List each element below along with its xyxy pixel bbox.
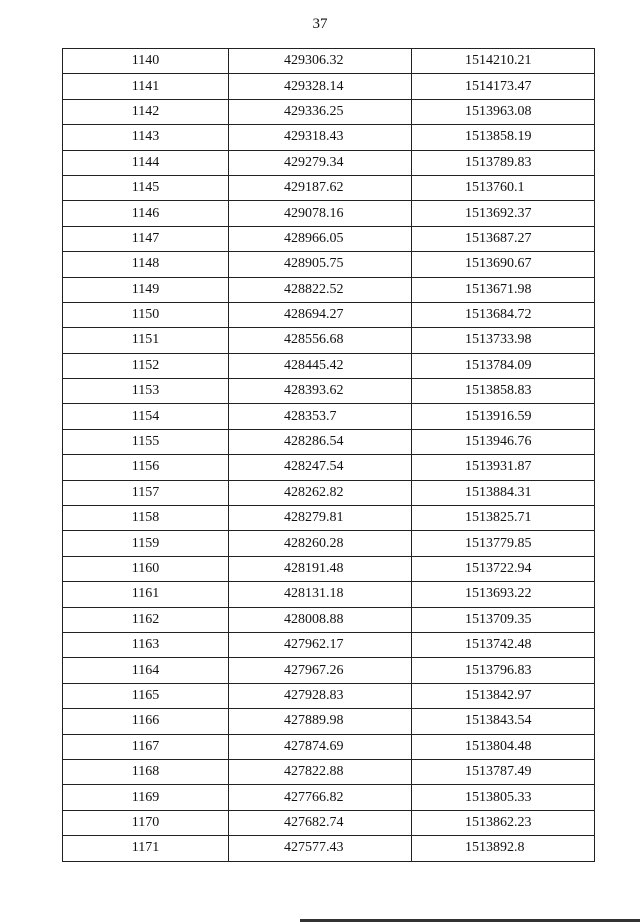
y-coordinate-cell: 1513789.83 — [412, 150, 595, 175]
y-coordinate-cell: 1513722.94 — [412, 556, 595, 581]
x-coordinate-cell: 428966.05 — [229, 226, 412, 251]
y-coordinate-cell: 1513946.76 — [412, 429, 595, 454]
point-number-cell: 1171 — [63, 836, 229, 861]
point-number-cell: 1141 — [63, 74, 229, 99]
point-number-cell: 1154 — [63, 404, 229, 429]
point-number-cell: 1160 — [63, 556, 229, 581]
table-row — [63, 658, 595, 683]
point-number-cell: 1167 — [63, 734, 229, 759]
x-coordinate-cell: 427962.17 — [229, 632, 412, 657]
x-coordinate-cell: 428286.54 — [229, 429, 412, 454]
y-coordinate-cell: 1513692.37 — [412, 201, 595, 226]
x-coordinate-cell: 428008.88 — [229, 607, 412, 632]
table-row — [63, 328, 595, 353]
point-number-cell: 1169 — [63, 785, 229, 810]
y-coordinate-cell: 1513862.23 — [412, 810, 595, 835]
x-coordinate-cell: 428905.75 — [229, 252, 412, 277]
x-coordinate-cell: 428191.48 — [229, 556, 412, 581]
y-coordinate-cell: 1513804.48 — [412, 734, 595, 759]
y-coordinate-cell: 1513760.1 — [412, 175, 595, 200]
table-row — [63, 125, 595, 150]
point-number-cell: 1148 — [63, 252, 229, 277]
x-coordinate-cell: 427874.69 — [229, 734, 412, 759]
table-row — [63, 582, 595, 607]
table-row — [63, 836, 595, 861]
y-coordinate-cell: 1513884.31 — [412, 480, 595, 505]
y-coordinate-cell: 1513733.98 — [412, 328, 595, 353]
y-coordinate-cell: 1513916.59 — [412, 404, 595, 429]
y-coordinate-cell: 1513858.19 — [412, 125, 595, 150]
point-number-cell: 1142 — [63, 99, 229, 124]
x-coordinate-cell: 427889.98 — [229, 709, 412, 734]
point-number-cell: 1152 — [63, 353, 229, 378]
table-row — [63, 785, 595, 810]
table-row — [63, 759, 595, 784]
y-coordinate-cell: 1513858.83 — [412, 379, 595, 404]
point-number-cell: 1151 — [63, 328, 229, 353]
point-number-cell: 1150 — [63, 302, 229, 327]
point-number-cell: 1168 — [63, 759, 229, 784]
y-coordinate-cell: 1513825.71 — [412, 506, 595, 531]
table-row — [63, 556, 595, 581]
table-row — [63, 683, 595, 708]
point-number-cell: 1155 — [63, 429, 229, 454]
table-row — [63, 353, 595, 378]
x-coordinate-cell: 429336.25 — [229, 99, 412, 124]
point-number-cell: 1153 — [63, 379, 229, 404]
y-coordinate-cell: 1514210.21 — [412, 49, 595, 74]
table-row — [63, 531, 595, 556]
x-coordinate-cell: 429078.16 — [229, 201, 412, 226]
y-coordinate-cell: 1513843.54 — [412, 709, 595, 734]
x-coordinate-cell: 429328.14 — [229, 74, 412, 99]
point-number-cell: 1162 — [63, 607, 229, 632]
y-coordinate-cell: 1513687.27 — [412, 226, 595, 251]
coordinates-table-body — [63, 49, 595, 862]
x-coordinate-cell: 428445.42 — [229, 353, 412, 378]
y-coordinate-cell: 1513963.08 — [412, 99, 595, 124]
y-coordinate-cell: 1513796.83 — [412, 658, 595, 683]
x-coordinate-cell: 427577.43 — [229, 836, 412, 861]
point-number-cell: 1140 — [63, 49, 229, 74]
table-row — [63, 632, 595, 657]
point-number-cell: 1163 — [63, 632, 229, 657]
y-coordinate-cell: 1513693.22 — [412, 582, 595, 607]
y-coordinate-cell: 1513684.72 — [412, 302, 595, 327]
table-row — [63, 150, 595, 175]
x-coordinate-cell: 428260.28 — [229, 531, 412, 556]
point-number-cell: 1147 — [63, 226, 229, 251]
y-coordinate-cell: 1513671.98 — [412, 277, 595, 302]
table-row — [63, 252, 595, 277]
table-row — [63, 226, 595, 251]
y-coordinate-cell: 1513709.35 — [412, 607, 595, 632]
coordinates-table — [62, 48, 595, 862]
x-coordinate-cell: 429279.34 — [229, 150, 412, 175]
x-coordinate-cell: 428353.7 — [229, 404, 412, 429]
x-coordinate-cell: 429306.32 — [229, 49, 412, 74]
point-number-cell: 1170 — [63, 810, 229, 835]
point-number-cell: 1159 — [63, 531, 229, 556]
table-row — [63, 302, 595, 327]
table-row — [63, 277, 595, 302]
y-coordinate-cell: 1513892.8 — [412, 836, 595, 861]
table-row — [63, 810, 595, 835]
table-row — [63, 74, 595, 99]
table-row — [63, 455, 595, 480]
point-number-cell: 1158 — [63, 506, 229, 531]
point-number-cell: 1143 — [63, 125, 229, 150]
x-coordinate-cell: 428131.18 — [229, 582, 412, 607]
x-coordinate-cell: 427682.74 — [229, 810, 412, 835]
table-row — [63, 734, 595, 759]
table-row — [63, 379, 595, 404]
x-coordinate-cell: 428262.82 — [229, 480, 412, 505]
y-coordinate-cell: 1513779.85 — [412, 531, 595, 556]
point-number-cell: 1166 — [63, 709, 229, 734]
x-coordinate-cell: 427822.88 — [229, 759, 412, 784]
table-row — [63, 506, 595, 531]
x-coordinate-cell: 428279.81 — [229, 506, 412, 531]
point-number-cell: 1144 — [63, 150, 229, 175]
y-coordinate-cell: 1513842.97 — [412, 683, 595, 708]
x-coordinate-cell: 429187.62 — [229, 175, 412, 200]
x-coordinate-cell: 428556.68 — [229, 328, 412, 353]
x-coordinate-cell: 429318.43 — [229, 125, 412, 150]
point-number-cell: 1149 — [63, 277, 229, 302]
y-coordinate-cell: 1513931.87 — [412, 455, 595, 480]
table-row — [63, 201, 595, 226]
y-coordinate-cell: 1513690.67 — [412, 252, 595, 277]
x-coordinate-cell: 428694.27 — [229, 302, 412, 327]
x-coordinate-cell: 428247.54 — [229, 455, 412, 480]
point-number-cell: 1165 — [63, 683, 229, 708]
x-coordinate-cell: 427928.83 — [229, 683, 412, 708]
y-coordinate-cell: 1513784.09 — [412, 353, 595, 378]
table-row — [63, 709, 595, 734]
table-row — [63, 480, 595, 505]
y-coordinate-cell: 1513742.48 — [412, 632, 595, 657]
y-coordinate-cell: 1513805.33 — [412, 785, 595, 810]
point-number-cell: 1145 — [63, 175, 229, 200]
x-coordinate-cell: 428822.52 — [229, 277, 412, 302]
table-row — [63, 607, 595, 632]
point-number-cell: 1161 — [63, 582, 229, 607]
y-coordinate-cell: 1513787.49 — [412, 759, 595, 784]
x-coordinate-cell: 427766.82 — [229, 785, 412, 810]
point-number-cell: 1156 — [63, 455, 229, 480]
table-row — [63, 429, 595, 454]
page-number: 37 — [312, 16, 328, 32]
x-coordinate-cell: 428393.62 — [229, 379, 412, 404]
y-coordinate-cell: 1514173.47 — [412, 74, 595, 99]
table-row — [63, 404, 595, 429]
table-row — [63, 49, 595, 74]
table-row — [63, 175, 595, 200]
point-number-cell: 1146 — [63, 201, 229, 226]
point-number-cell: 1164 — [63, 658, 229, 683]
x-coordinate-cell: 427967.26 — [229, 658, 412, 683]
point-number-cell: 1157 — [63, 480, 229, 505]
table-row — [63, 99, 595, 124]
